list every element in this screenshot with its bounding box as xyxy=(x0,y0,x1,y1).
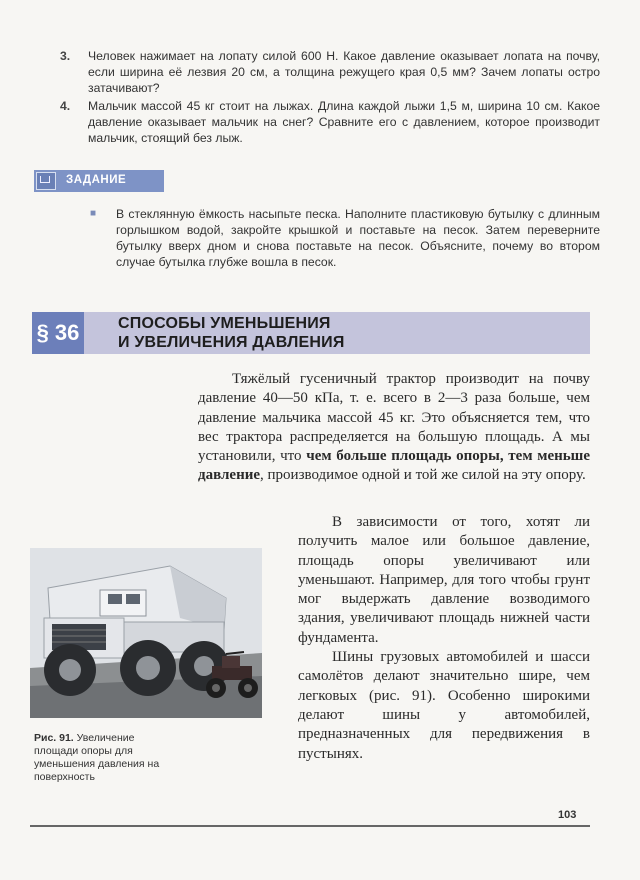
figure-caption xyxy=(34,732,164,784)
task-icon xyxy=(36,172,56,190)
figure-caption-text: Увеличение площади опоры для уменьшения давления на поверхность xyxy=(34,732,160,783)
question-text: Человек нажимает на лопату силой 600 Н. Какое давление оказывает лопата на почву, если ширина её лезвия 20 см, а толщина режущего края 0,5 мм? Зачем лопаты остро затачивают? xyxy=(88,49,600,95)
page-number: 103 xyxy=(558,809,577,821)
emphasis-text: чем больше площадь опоры, тем меньше давление xyxy=(198,448,591,484)
paragraph-1-end: , производимое одной и той же силой на эту опору. xyxy=(260,467,586,484)
paragraph-1 xyxy=(198,370,590,486)
question-text: Мальчик массой 45 кг стоит на лыжах. Длина каждой лыжи 1,5 м, ширина 10 см. Какое давление оказывает мальчик на снег? Сравните его с давлением, которое производит мальчик, стоящий без лыж. xyxy=(88,99,600,145)
paragraph-1-text: Тяжёлый гусеничный трактор производит на почву давление 40—50 кПа, т. е. всего в 2—3 раза больше, чем давление мальчика массой 45 кг. Это объясняется тем, что вес трактора распределяется на большую площадь. А мы установили, что xyxy=(198,371,590,465)
bullet-icon: ■ xyxy=(90,208,97,219)
section-title-line-2: И УВЕЛИЧЕНИЯ ДАВЛЕНИЯ xyxy=(118,334,345,351)
figure-91-photo xyxy=(30,548,262,718)
truck-illustration xyxy=(30,548,262,718)
question-number: 4. xyxy=(60,99,71,113)
footer-divider xyxy=(30,825,590,827)
task-item xyxy=(90,206,600,270)
question-3 xyxy=(60,48,600,96)
section-number-badge: § 36 xyxy=(32,312,84,354)
task-text: В стеклянную ёмкость насыпьте песка. Наполните пластиковую бутылку с длинным горлышком водой, закройте крышкой и поставьте на песок. Затем переверните бутылку вверх дном и снова поставьте на песок. Объясните, почему во втором случае бутылка глубже вошла в песок. xyxy=(116,207,600,269)
paragraph-3: Шины грузовых автомобилей и шасси самолётов делают значительно шире, чем легковых (рис. 91). Особенно широкими делают шины у автомобилей, предназначенных для передвижения в пустынях. xyxy=(298,649,590,762)
task-heading-bar xyxy=(34,170,164,192)
question-number: 3. xyxy=(60,49,71,63)
task-heading: ЗАДАНИЕ xyxy=(66,174,127,186)
section-title xyxy=(118,314,345,352)
paragraph-2: В зависимости от того, хотят ли получить малое или большое давление, площадь опоры увеличивают или уменьшают. Например, для того чтобы грунт мог выдержать давление возводимого здания, увеличивают площадь нижней части фундамента. xyxy=(298,514,590,646)
right-column xyxy=(298,513,590,764)
section-title-line-1: СПОСОБЫ УМЕНЬШЕНИЯ xyxy=(118,315,331,332)
question-4 xyxy=(60,98,600,146)
figure-caption-label: Рис. 91. xyxy=(34,732,74,744)
